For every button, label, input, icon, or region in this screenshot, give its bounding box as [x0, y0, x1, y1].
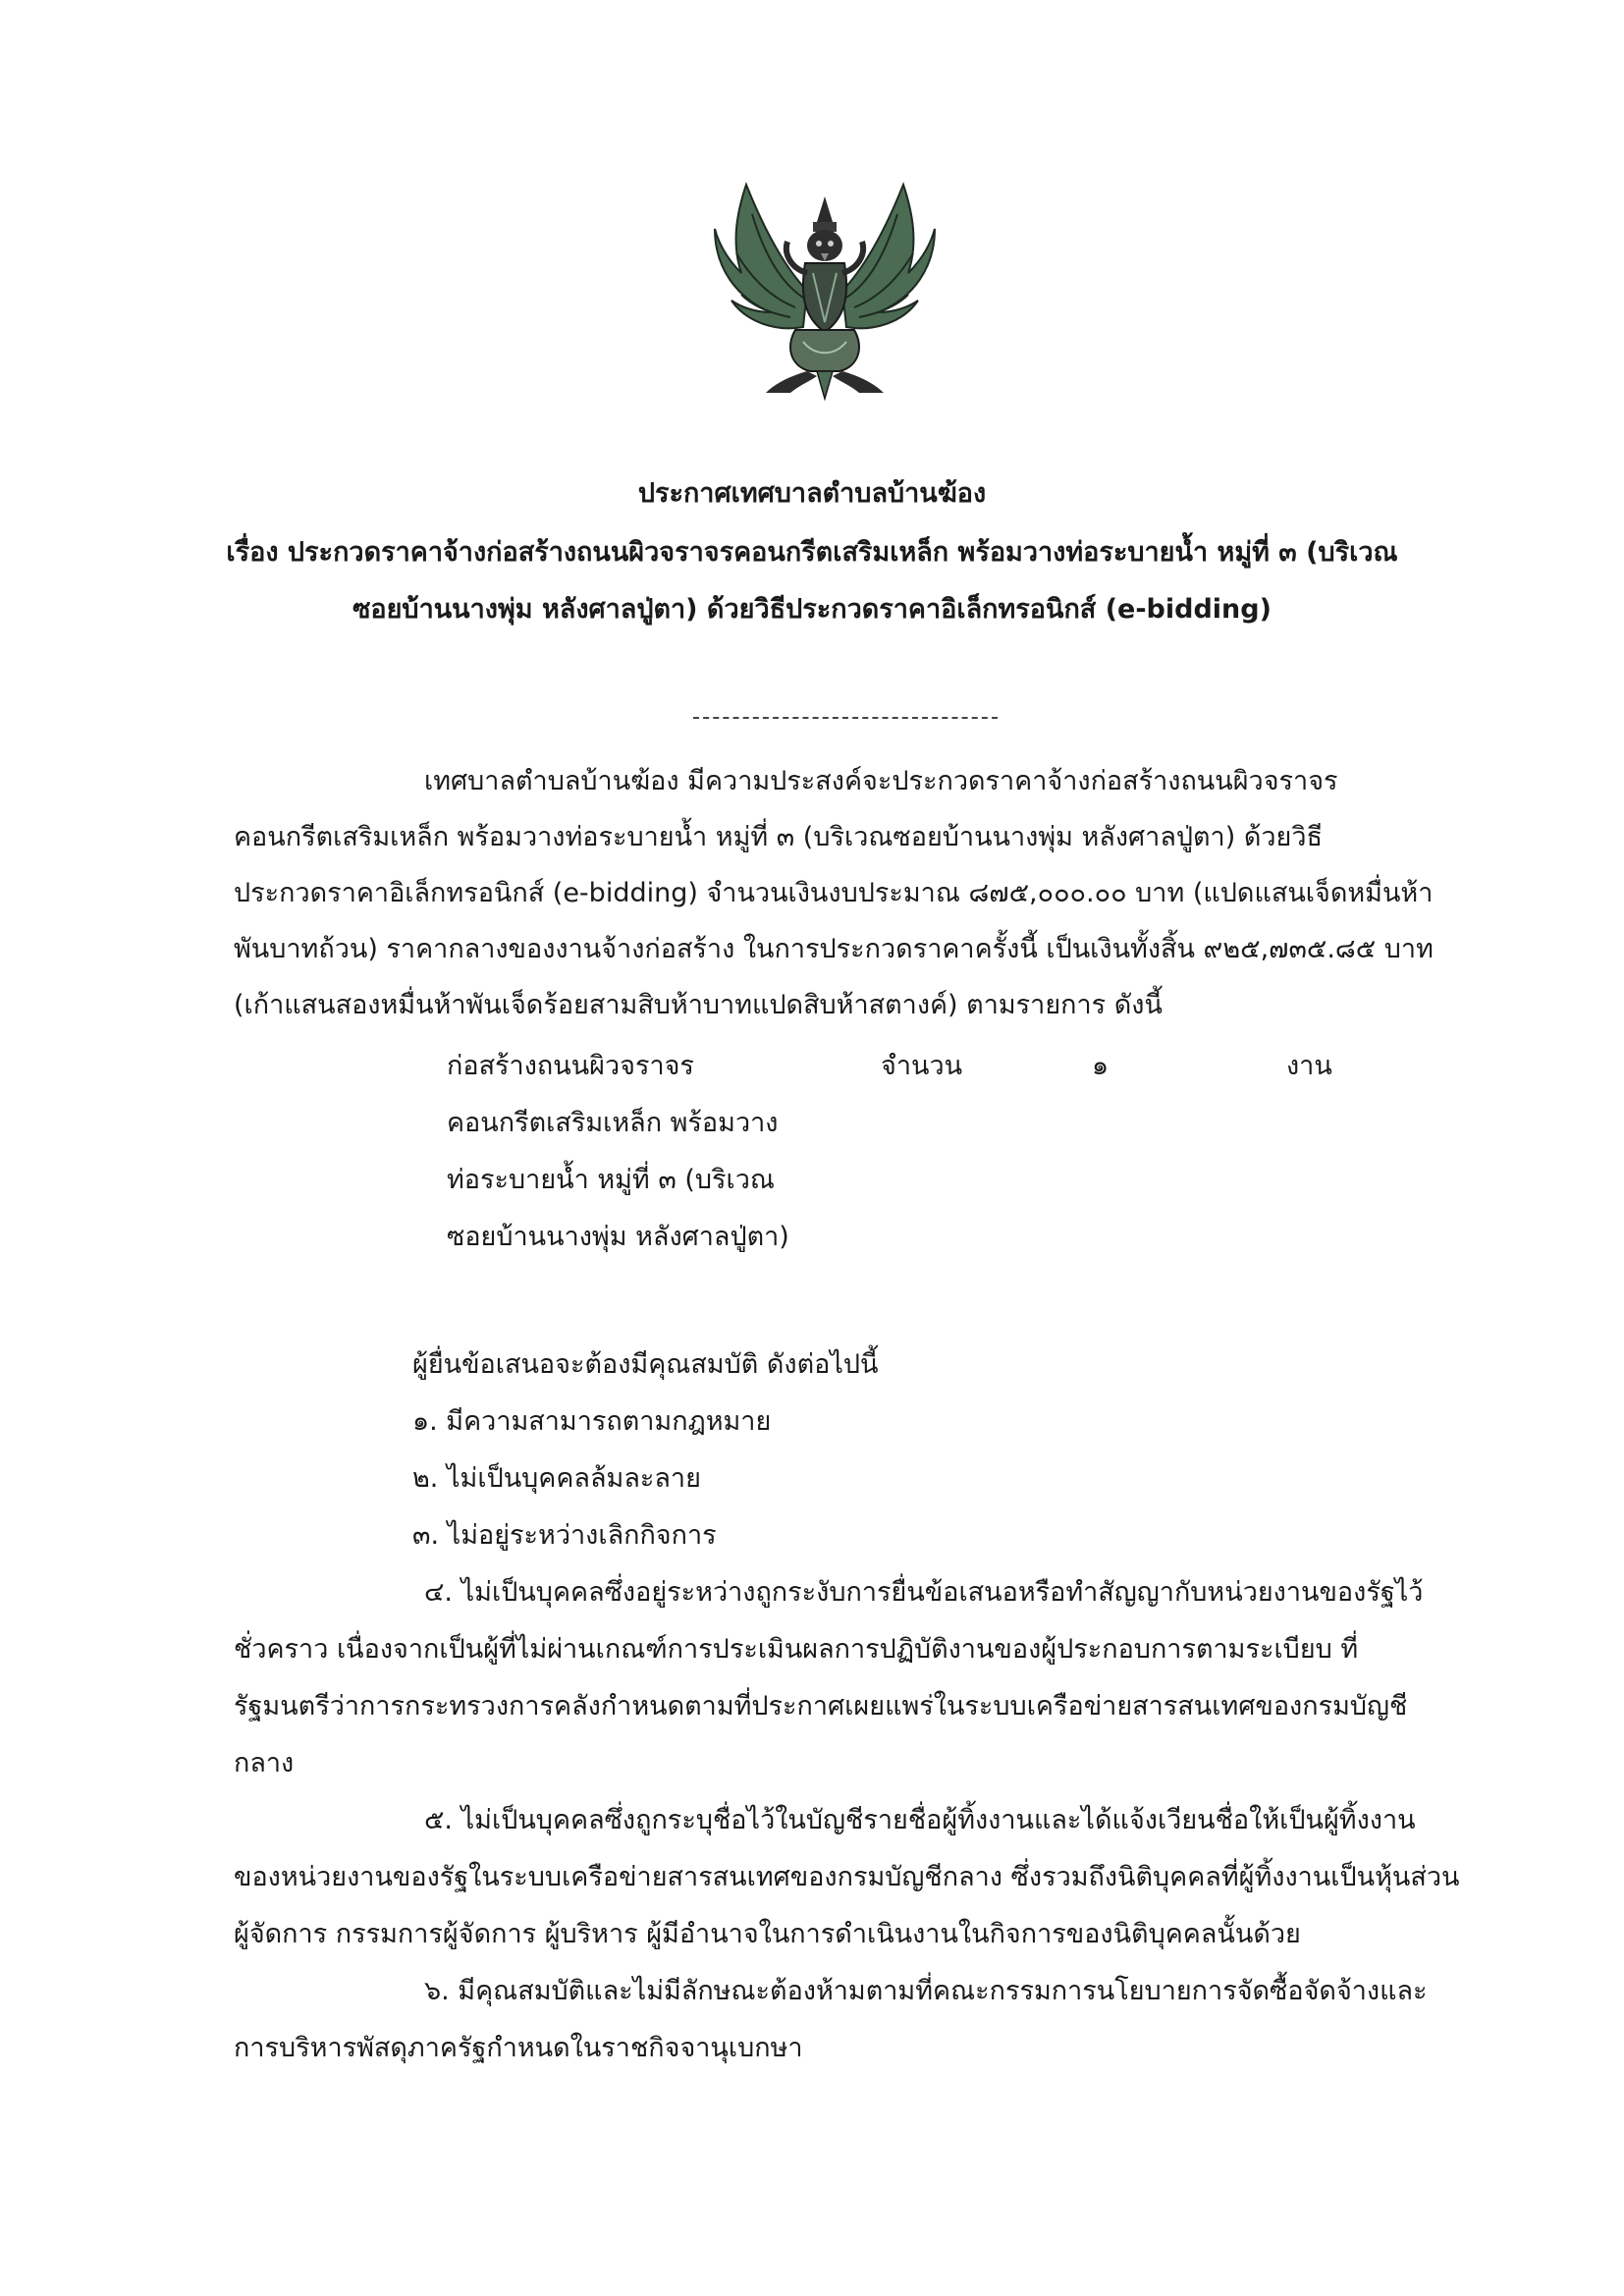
separator-line — [693, 717, 998, 719]
intro-line-5: (เก้าแสนสองหมื่นห้าพันเจ็ดร้อยสามสิบห้าบาทแปดสิบห้าสตางค์) ตามรายการ ดังนี้ — [234, 990, 1163, 1020]
item-line-2: คอนกรีตเสริมเหล็ก พร้อมวาง — [447, 1108, 779, 1138]
item-qty: ๑ — [1092, 1051, 1110, 1081]
qualification-4-line-1: ๔. ไม่เป็นบุคคลซึ่งอยู่ระหว่างถูกระงับการยื่นข้อเสนอหรือทำสัญญากับหน่วยงานของรัฐไว้ — [424, 1577, 1424, 1608]
intro-line-4: พันบาทถ้วน) ราคากลางของงานจ้างก่อสร้าง ในการประกวดราคาครั้งนี้ เป็นเงินทั้งสิ้น ๙๒๕,๗๓๕.๘๕ บาท — [234, 934, 1434, 964]
item-unit: งาน — [1286, 1051, 1332, 1081]
intro-line-2: คอนกรีตเสริมเหล็ก พร้อมวางท่อระบายน้ำ หมู่ที่ ๓ (บริเวณซอยบ้านนางพุ่ม หลังศาลปู่ตา) ด้วยวิธี — [234, 822, 1323, 852]
qualification-4-line-4: กลาง — [234, 1748, 295, 1778]
intro-line-1: เทศบาลตำบลบ้านฆ้อง มีความประสงค์จะประกวดราคาจ้างก่อสร้างถนนผิวจราจร — [424, 766, 1338, 796]
item-line-1: ก่อสร้างถนนผิวจราจร — [447, 1051, 694, 1081]
qualification-5-line-1: ๕. ไม่เป็นบุคคลซึ่งถูกระบุชื่อไว้ในบัญชีรายชื่อผู้ทิ้งงานและได้แจ้งเวียนชื่อให้เป็นผู้ทิ้งงาน — [424, 1805, 1416, 1835]
subject-line-1: เรื่อง ประกวดราคาจ้างก่อสร้างถนนผิวจราจรคอนกรีตเสริมเหล็ก พร้อมวางท่อระบายน้ำ หมู่ที่ ๓ (บริเวณ — [226, 537, 1398, 568]
item-qty-label: จำนวน — [881, 1051, 963, 1081]
garuda-emblem-icon — [697, 175, 952, 401]
qualification-1: ๑. มีความสามารถตามกฎหมาย — [412, 1406, 772, 1437]
item-line-3: ท่อระบายน้ำ หมู่ที่ ๓ (บริเวณ — [447, 1165, 775, 1195]
qualification-4-line-2: ชั่วคราว เนื่องจากเป็นผู้ที่ไม่ผ่านเกณฑ์การประเมินผลการปฏิบัติงานของผู้ประกอบการตามระเบียบ ที่ — [234, 1634, 1359, 1665]
qualification-2: ๒. ไม่เป็นบุคคลล้มละลาย — [412, 1463, 701, 1494]
qualification-3: ๓. ไม่อยู่ระหว่างเลิกกิจการ — [412, 1520, 717, 1551]
subject-line-2: ซอยบ้านนางพุ่ม หลังศาลปู่ตา) ด้วยวิธีประกวดราคาอิเล็กทรอนิกส์ (e-bidding) — [352, 594, 1272, 625]
item-line-4: ซอยบ้านนางพุ่ม หลังศาลปู่ตา) — [447, 1222, 789, 1252]
announcement-title: ประกาศเทศบาลตำบลบ้านฆ้อง — [637, 478, 987, 509]
qualification-6-line-1: ๖. มีคุณสมบัติและไม่มีลักษณะต้องห้ามตามที่คณะกรรมการนโยบายการจัดซื้อจัดจ้างและ — [424, 1976, 1428, 2006]
qualification-6-line-2: การบริหารพัสดุภาครัฐกำหนดในราชกิจจานุเบกษา — [234, 2033, 803, 2063]
qualifications-heading: ผู้ยื่นข้อเสนอจะต้องมีคุณสมบัติ ดังต่อไปนี้ — [412, 1349, 879, 1380]
intro-line-3: ประกวดราคาอิเล็กทรอนิกส์ (e-bidding) จำนวนเงินงบประมาณ ๘๗๕,๐๐๐.๐๐ บาท (แปดแสนเจ็ดหมื่นห้า — [234, 878, 1434, 908]
qualification-4-line-3: รัฐมนตรีว่าการกระทรวงการคลังกำหนดตามที่ประกาศเผยแพร่ในระบบเครือข่ายสารสนเทศของกรมบัญชี — [234, 1691, 1408, 1722]
qualification-5-line-3: ผู้จัดการ กรรมการผู้จัดการ ผู้บริหาร ผู้มีอำนาจในการดำเนินงานในกิจการของนิติบุคคลนั้นด้วย — [234, 1919, 1301, 1949]
qualification-5-line-2: ของหน่วยงานของรัฐในระบบเครือข่ายสารสนเทศของกรมบัญชีกลาง ซึ่งรวมถึงนิติบุคคลที่ผู้ทิ้งงานเป็นหุ้นส่วน — [234, 1862, 1460, 1892]
